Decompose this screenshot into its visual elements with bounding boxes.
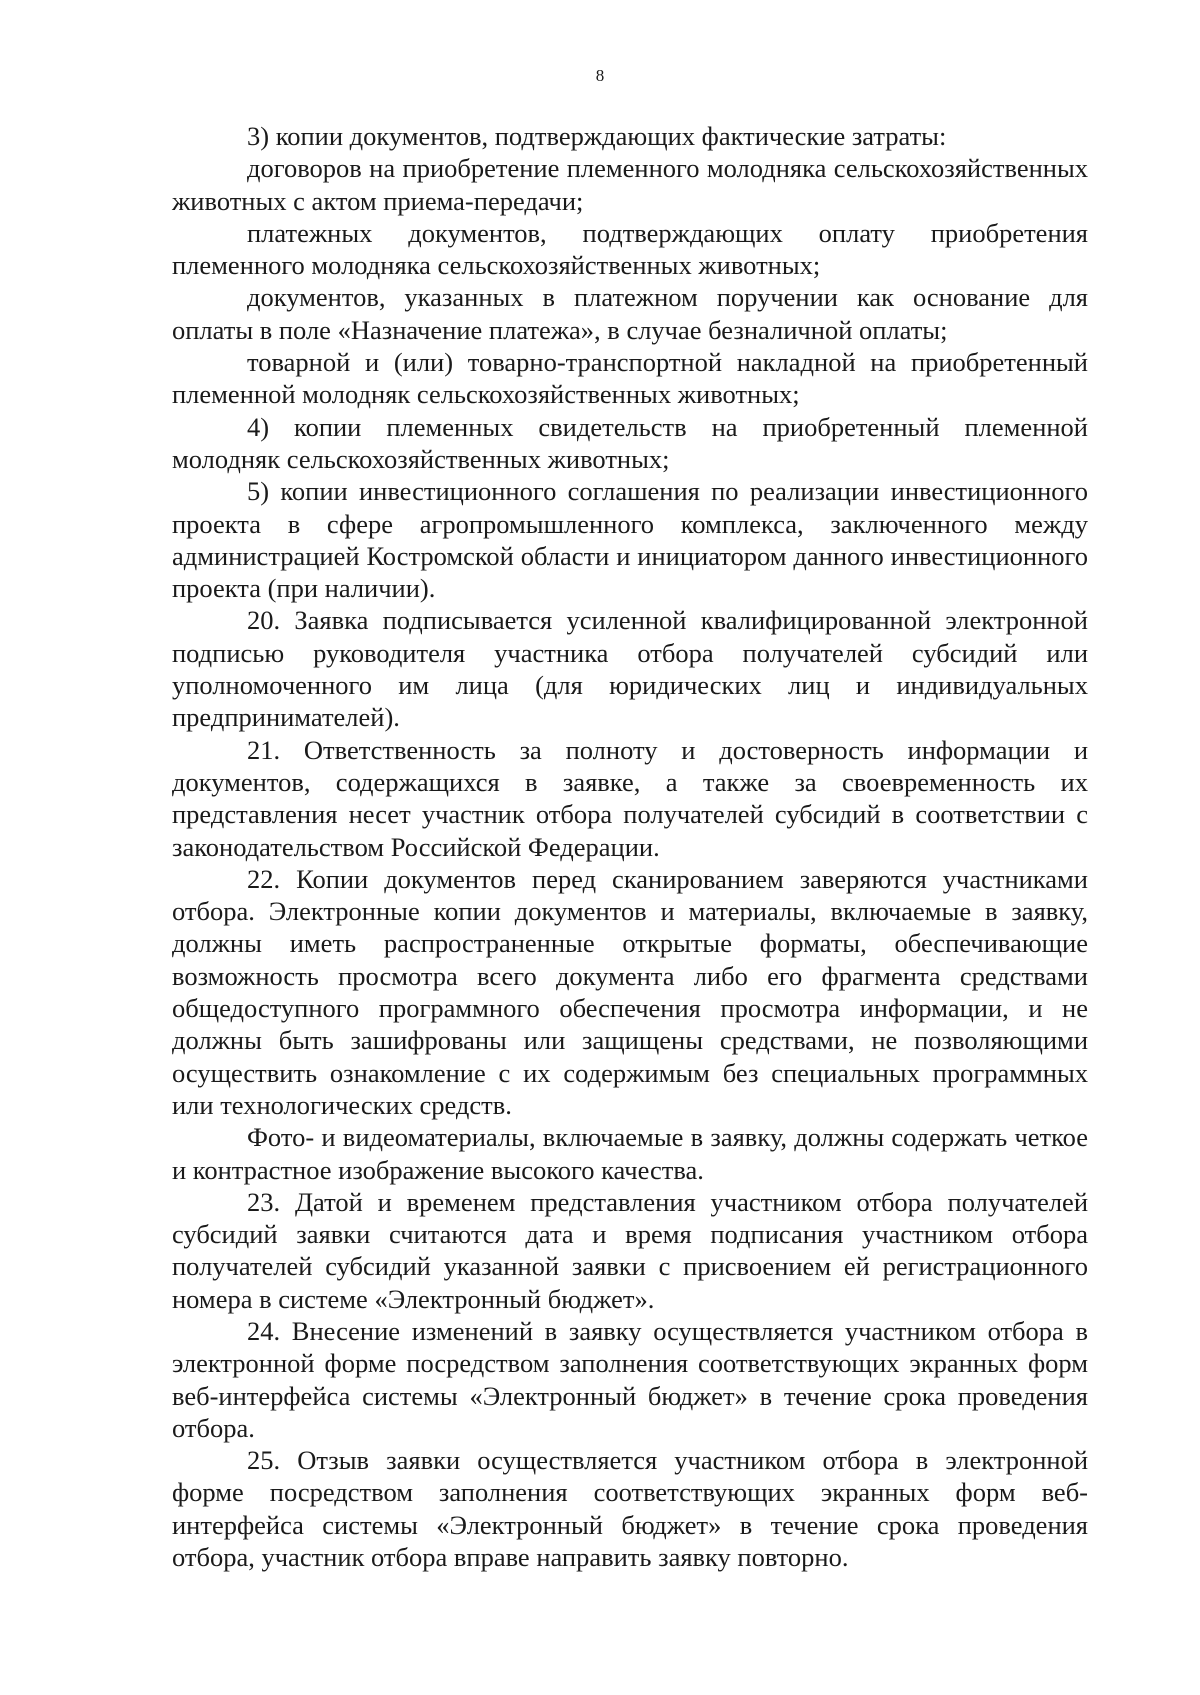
paragraph-clause-23: 23. Датой и временем представления участником отбора получателей субсидий заявки считаются дата и время подписания участником отбора получателей субсидий указанной заявки с присвоением ей регистрационного номера в системе «Электронный бюджет». [172,1186,1088,1314]
paragraph-contracts: договоров на приобретение племенного молодняка сельскохозяйственных животных с актом приема-передачи; [172,153,1088,216]
page-number: 8 [595,66,605,85]
paragraph-payment-basis-documents: документов, указанных в платежном поручении как основание для оплаты в поле «Назначение платежа», в случае безналичной оплаты; [172,282,1088,345]
paragraph-clause-25: 25. Отзыв заявки осуществляется участником отбора в электронной форме посредством заполнения соответствующих экранных форм веб-интерфейса системы «Электронный бюджет» в течение срока проведения отбора, участник отбора вправе направить заявку повторно. [172,1445,1088,1573]
paragraph-clause-20: 20. Заявка подписывается усиленной квалифицированной электронной подписью руководителя участника отбора получателей субсидий или уполномоченного им лица (для юридических лиц и индивидуальных предпринимателей). [172,605,1088,733]
paragraph-clause-24: 24. Внесение изменений в заявку осуществляется участником отбора в электронной форме посредством заполнения соответствующих экранных форм веб-интерфейса системы «Электронный бюджет» в течение срока проведения отбора. [172,1315,1088,1443]
paragraph-item-4: 4) копии племенных свидетельств на приобретенный племенной молодняк сельскохозяйственных животных; [172,411,1088,474]
paragraph-payment-documents: платежных документов, подтверждающих оплату приобретения племенного молодняка сельскохозяйственных животных; [172,217,1088,281]
paragraph-item-3: 3) копии документов, подтверждающих фактические затраты: [247,121,947,151]
paragraph-waybill: товарной и (или) товарно-транспортной накладной на приобретенный племенной молодняк сельскохозяйственных животных; [172,347,1088,410]
paragraph-clause-22: 22. Копии документов перед сканированием заверяются участниками отбора. Электронные копии документов и материалы, включаемые в заявку, должны иметь распространенные открытые форматы, обеспечивающие возможность просмотра всего документа либо его фрагмента средствами общедоступного программного обеспечения просмотра информации, и не должны быть зашифрованы или защищены средствами, не позволяющими осуществить ознакомление с их содержимым без специальных программных или технологических средств. [172,863,1088,1120]
document-body [172,120,1088,1573]
paragraph-photo-video: Фото- и видеоматериалы, включаемые в заявку, должны содержать четкое и контрастное изображение высокого качества. [172,1122,1088,1185]
paragraph-clause-21: 21. Ответственность за полноту и достоверность информации и документов, содержащихся в заявке, а также за своевременность их представления несет участник отбора получателей субсидий в соответствии с законодательством Российской Федерации. [172,734,1088,862]
paragraph-item-5: 5) копии инвестиционного соглашения по реализации инвестиционного проекта в сфере агропромышленного комплекса, заключенного между администрацией Костромской области и инициатором данного инвестиционного проекта (при наличии). [172,476,1088,604]
